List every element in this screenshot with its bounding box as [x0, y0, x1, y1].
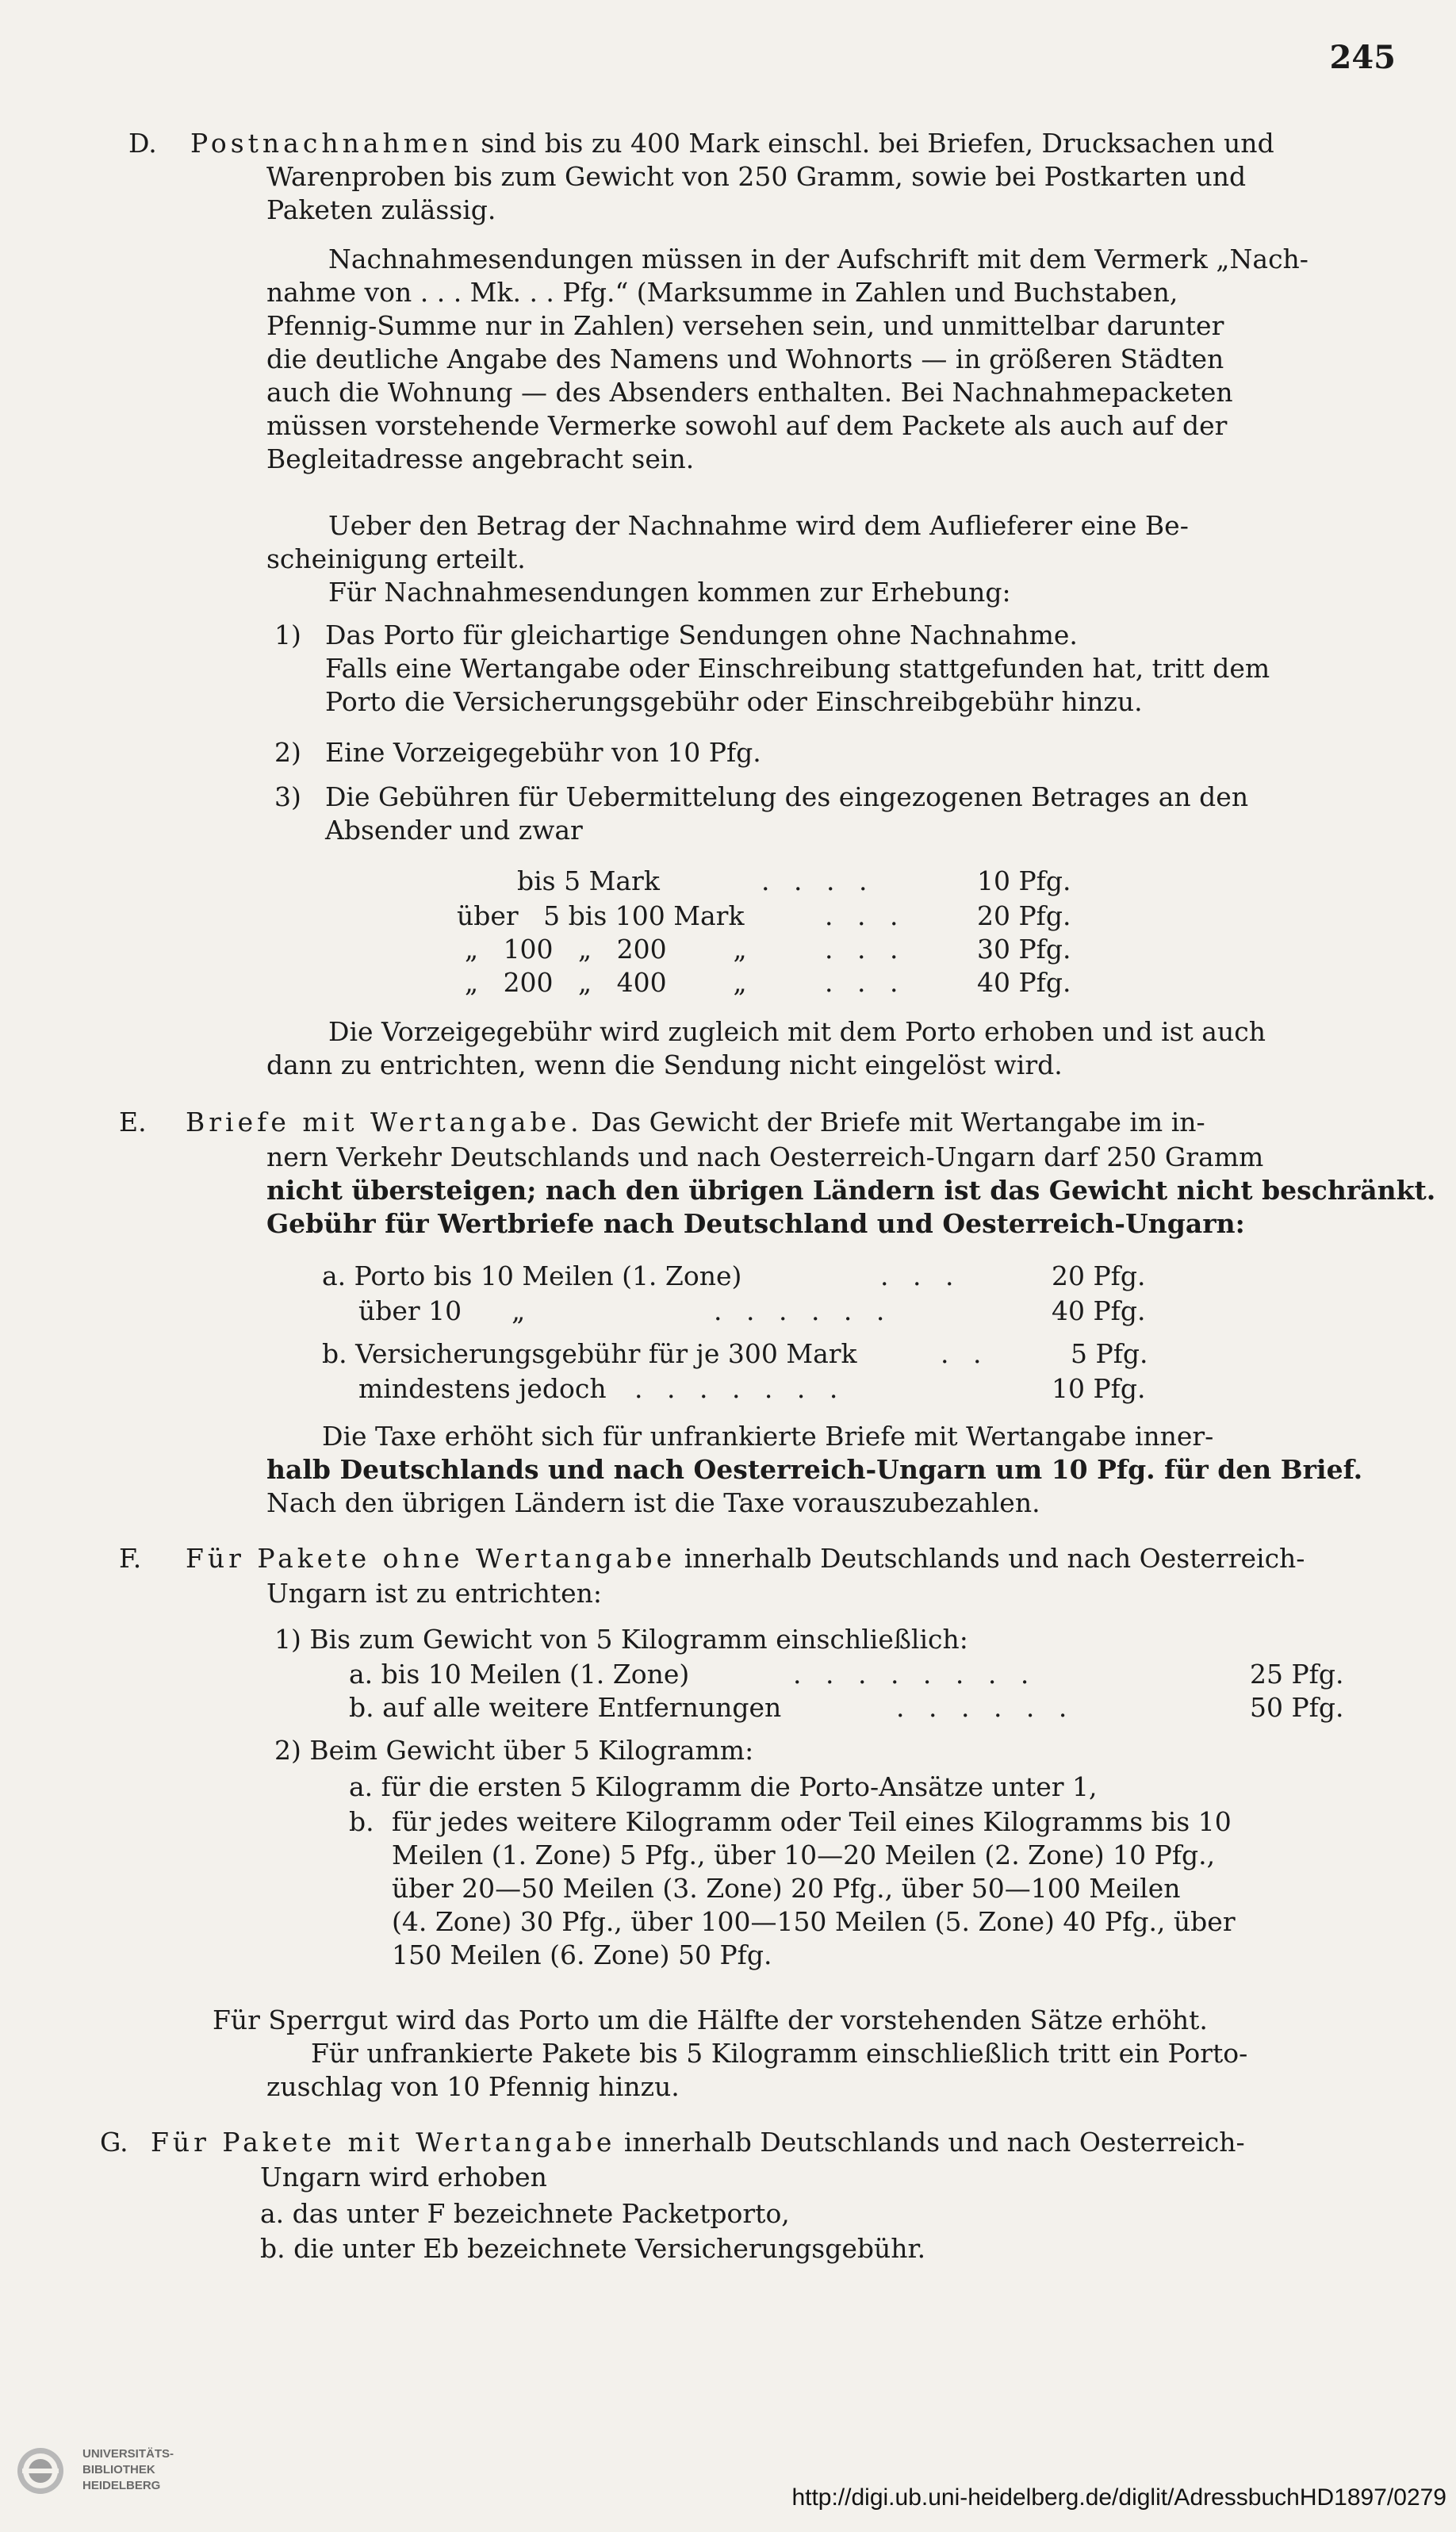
section-d-item-3-line-2: Absender und zwar [325, 815, 583, 846]
section-g-line-1: innerhalb Deutschlands und nach Oesterreich- [623, 2127, 1245, 2158]
section-d-p2-line-5: auch die Wohnung — des Absenders enthalten. Bei Nachnahmepacketen [266, 377, 1233, 408]
section-d-p2-line-7: Begleitadresse angebracht sein. [266, 443, 695, 474]
section-e-p2-line-1: Die Taxe erhöht sich für unfrankierte Briefe mit Wertangabe inner- [322, 1421, 1214, 1452]
section-f-item-2: 2) Beim Gewicht über 5 Kilogramm: [274, 1735, 754, 1766]
section-f-label: F. [119, 1543, 142, 1574]
section-f-item-1: 1) Bis zum Gewicht von 5 Kilogramm einschließlich: [274, 1624, 968, 1655]
section-e-label: E. [119, 1107, 147, 1137]
section-d-first-line [190, 127, 1274, 160]
section-d-item-2-number: 2) [274, 737, 301, 768]
section-g-item-a: a. das unter F bezeichnete Packetporto, [260, 2198, 790, 2229]
section-e-line-3: nicht übersteigen; nach den übrigen Ländern ist das Gewicht nicht beschränkt. [266, 1175, 1436, 1206]
section-f-item-2b-line-2: Meilen (1. Zone) 5 Pfg., über 10—20 Meilen (2. Zone) 10 Pfg., [392, 1840, 1216, 1870]
section-d-continuation [266, 160, 1246, 227]
library-name [82, 2446, 174, 2494]
section-d-p2-line-1: Nachnahmesendungen müssen in der Aufschrift mit dem Vermerk „Nach- [328, 244, 1308, 274]
section-f-first-line [186, 1542, 1305, 1575]
fee-row-dots: . . . . . . . [634, 1373, 846, 1404]
section-d-item-1-line-3: Porto die Versicherungsgebühr oder Einschreibgebühr hinzu. [325, 686, 1143, 717]
section-d-item-3-number: 3) [274, 781, 301, 812]
section-f-item-2b-line-1: für jedes weitere Kilogramm oder Teil eines Kilogramms bis 10 [392, 1806, 1232, 1837]
fee-row-dots: . . . [825, 967, 906, 998]
section-d-heading: Postnachnahmen [190, 128, 473, 159]
fee-row-label: b. auf alle weitere Entfernungen [349, 1692, 782, 1723]
fee-row-price: 25 Pfg. [1250, 1659, 1344, 1690]
fee-row-price: 40 Pfg. [977, 967, 1071, 998]
section-d-item-3-line-1: Die Gebühren für Uebermittelung des eingezogenen Betrages an den [325, 781, 1249, 812]
section-e-line-4: Gebühr für Wertbriefe nach Deutschland und Oesterreich-Ungarn: [266, 1208, 1245, 1239]
fee-row-label: mindestens jedoch [358, 1373, 607, 1404]
fee-row-price: 10 Pfg. [1052, 1373, 1146, 1404]
section-e-line-2: nern Verkehr Deutschlands und nach Oesterreich-Ungarn darf 250 Gramm [266, 1141, 1264, 1172]
section-d-paragraph-3 [266, 509, 1189, 576]
section-e-continuation [266, 1141, 1435, 1241]
fee-row-price: 50 Pfg. [1250, 1692, 1344, 1723]
section-e-p2-line-3: Nach den übrigen Ländern ist die Taxe vorauszubezahlen. [266, 1487, 1040, 1518]
section-d-p5-line-1: Die Vorzeigegebühr wird zugleich mit dem Porto erhoben und ist auch [328, 1016, 1266, 1047]
section-d-item-1 [325, 619, 1270, 719]
section-g-first-line [151, 2126, 1245, 2159]
library-name-line: HEIDELBERG [82, 2479, 161, 2492]
section-d-item-1-line-2: Falls eine Wertangabe oder Einschreibung stattgefunden hat, tritt dem [325, 653, 1270, 684]
section-f-item-2a: a. für die ersten 5 Kilogramm die Porto-Ansätze unter 1, [349, 1771, 1098, 1802]
section-d-line-2: Warenproben bis zum Gewicht von 250 Gramm, sowie bei Postkarten und [266, 161, 1247, 192]
fee-row-price: 20 Pfg. [1052, 1260, 1146, 1291]
section-d-paragraph-2 [266, 243, 1308, 476]
section-g-label: G. [100, 2127, 128, 2158]
section-f-heading: Für Pakete ohne Wertangabe [186, 1543, 676, 1574]
fee-row-price: 5 Pfg. [1071, 1338, 1148, 1369]
section-g-line-2: Ungarn wird erhoben [260, 2162, 547, 2192]
section-d-p2-line-3: Pfennig-Summe nur in Zahlen) versehen sein, und unmittelbar darunter [266, 310, 1224, 341]
section-g-item-b: b. die unter Eb bezeichnete Versicherungsgebühr. [260, 2233, 926, 2264]
fee-row-dots: . . . . [761, 865, 876, 896]
section-d-p2-line-4: die deutliche Angabe des Namens und Wohnorts — in größeren Städten [266, 343, 1224, 374]
section-d-paragraph-4: Für Nachnahmesendungen kommen zur Erhebung: [328, 577, 1011, 608]
fee-row-dots: . . . . . . . . [793, 1659, 1037, 1690]
section-d-p2-line-6: müssen vorstehende Vermerke sowohl auf dem Packete als auch auf der [266, 410, 1228, 441]
section-e-first-line [186, 1106, 1205, 1139]
section-e-paragraph-2 [266, 1420, 1362, 1520]
fee-row-dots: . . . . . . [714, 1295, 893, 1326]
section-g-heading: Für Pakete mit Wertangabe [151, 2127, 616, 2158]
section-d-paragraph-5 [266, 1015, 1266, 1082]
fee-row-dots: . . . [825, 900, 906, 931]
section-f-item-2b [392, 1805, 1236, 1972]
section-f-line-1: innerhalb Deutschlands und nach Oesterreich- [684, 1543, 1305, 1574]
section-d-item-1-number: 1) [274, 620, 301, 650]
section-f-item-2b-label: b. [349, 1806, 374, 1837]
library-seal-icon [16, 2446, 65, 2496]
fee-row-dots: . . . [880, 1260, 962, 1291]
page-number: 245 [1329, 39, 1396, 76]
fee-row-dots: . . [941, 1338, 990, 1369]
fee-row-price: 20 Pfg. [977, 900, 1071, 931]
fee-row-dots: . . . . . . [896, 1692, 1075, 1723]
fee-row-price: 40 Pfg. [1052, 1295, 1146, 1326]
section-f-paragraph-2: Für Sperrgut wird das Porto um die Hälfte der vorstehenden Sätze erhöht. [213, 2004, 1208, 2035]
fee-row-label: „ 200 „ 400 „ [465, 967, 747, 998]
section-f-p3-line-1: Für unfrankierte Pakete bis 5 Kilogramm einschließlich tritt ein Porto- [311, 2038, 1248, 2069]
fee-row-dots: . . . [825, 934, 906, 965]
library-logo [16, 2443, 214, 2499]
section-e-p2-line-2: halb Deutschlands und nach Oesterreich-Ungarn um 10 Pfg. für den Brief. [266, 1454, 1363, 1485]
fee-row-label: a. bis 10 Meilen (1. Zone) [349, 1659, 690, 1690]
section-f-line-2: Ungarn ist zu entrichten: [266, 1578, 603, 1609]
library-name-line: BIBLIOTHEK [82, 2463, 155, 2476]
section-f-item-2b-line-5: 150 Meilen (6. Zone) 50 Pfg. [392, 1939, 772, 1970]
section-d-item-1-line-1: Das Porto für gleichartige Sendungen ohne Nachnahme. [325, 620, 1078, 650]
section-d-p2-line-2: nahme von . . . Mk. . . Pfg.“ (Marksumme in Zahlen und Buchstaben, [266, 277, 1178, 308]
section-d-line-1: sind bis zu 400 Mark einschl. bei Briefen, Drucksachen und [481, 128, 1274, 159]
fee-row-price: 10 Pfg. [977, 865, 1071, 896]
section-f-item-2b-line-4: (4. Zone) 30 Pfg., über 100—150 Meilen (5. Zone) 40 Pfg., über [392, 1906, 1236, 1937]
section-d-line-3: Paketen zulässig. [266, 194, 496, 225]
section-e-line-1: Das Gewicht der Briefe mit Wertangabe im in- [591, 1107, 1205, 1137]
fee-row-label: „ 100 „ 200 „ [465, 934, 747, 965]
fee-row-label: über 5 bis 100 Mark [457, 900, 745, 931]
fee-row-price: 30 Pfg. [977, 934, 1071, 965]
section-f-item-2b-line-3: über 20—50 Meilen (3. Zone) 20 Pfg., über 50—100 Meilen [392, 1873, 1181, 1904]
fee-row-label: bis 5 Mark [517, 865, 660, 896]
section-e-heading: Briefe mit Wertangabe. [186, 1107, 583, 1137]
library-name-line: UNIVERSITÄTS- [82, 2447, 174, 2461]
source-url[interactable]: http://digi.ub.uni-heidelberg.de/diglit/AdressbuchHD1897/0279 [791, 2484, 1446, 2511]
section-d-p3-line-2: scheinigung erteilt. [266, 543, 526, 574]
section-d-p5-line-2: dann zu entrichten, wenn die Sendung nicht eingelöst wird. [266, 1049, 1063, 1080]
fee-row-label: über 10 „ [358, 1295, 526, 1326]
section-f-paragraph-3 [266, 2037, 1247, 2104]
fee-row-label: a. Porto bis 10 Meilen (1. Zone) [322, 1260, 742, 1291]
fee-row-label: b. Versicherungsgebühr für je 300 Mark [322, 1338, 857, 1369]
section-d-label: D. [128, 128, 157, 159]
section-d-item-2: Eine Vorzeigegebühr von 10 Pfg. [325, 737, 761, 768]
section-f-p3-line-2: zuschlag von 10 Pfennig hinzu. [266, 2071, 680, 2102]
section-d-item-3 [325, 781, 1248, 847]
section-d-p3-line-1: Ueber den Betrag der Nachnahme wird dem Auflieferer eine Be- [328, 510, 1189, 541]
